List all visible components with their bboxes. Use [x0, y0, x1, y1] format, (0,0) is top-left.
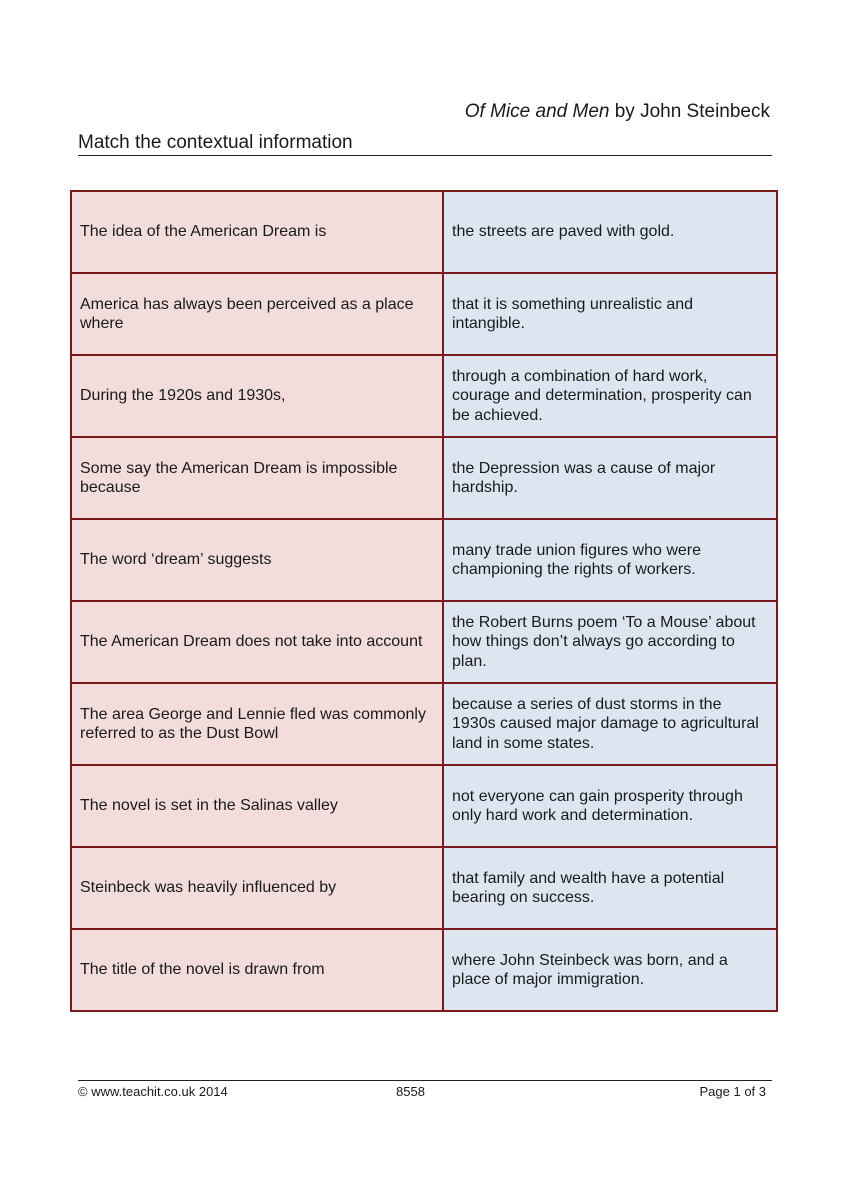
table-row	[71, 601, 777, 683]
table-row	[71, 191, 777, 273]
left-cell: The title of the novel is drawn from	[71, 929, 443, 1011]
left-cell: The idea of the American Dream is	[71, 191, 443, 273]
left-cell: Steinbeck was heavily influenced by	[71, 847, 443, 929]
left-cell: During the 1920s and 1930s,	[71, 355, 443, 437]
table-row	[71, 273, 777, 355]
table-row	[71, 355, 777, 437]
left-cell: America has always been perceived as a place where	[71, 273, 443, 355]
table-row	[71, 929, 777, 1011]
page-subtitle: Match the contextual information	[78, 132, 353, 153]
matching-table	[70, 190, 778, 1012]
document-title	[465, 100, 770, 124]
right-cell: that it is something unrealistic and intangible.	[443, 273, 777, 355]
left-cell: Some say the American Dream is impossible because	[71, 437, 443, 519]
table-row	[71, 437, 777, 519]
left-cell: The novel is set in the Salinas valley	[71, 765, 443, 847]
right-cell: the streets are paved with gold.	[443, 191, 777, 273]
left-cell: The area George and Lennie fled was commonly referred to as the Dust Bowl	[71, 683, 443, 765]
table-row	[71, 519, 777, 601]
subtitle-divider	[78, 155, 772, 156]
right-cell: the Robert Burns poem ‘To a Mouse’ about how things don’t always go according to plan.	[443, 601, 777, 683]
table-row	[71, 765, 777, 847]
right-cell: not everyone can gain prosperity through only hard work and determination.	[443, 765, 777, 847]
right-cell: the Depression was a cause of major hardship.	[443, 437, 777, 519]
left-cell: The word ‘dream’ suggests	[71, 519, 443, 601]
right-cell: that family and wealth have a potential bearing on success.	[443, 847, 777, 929]
footer-divider	[78, 1080, 772, 1081]
right-cell: where John Steinbeck was born, and a place of major immigration.	[443, 929, 777, 1011]
right-cell: through a combination of hard work, courage and determination, prosperity can be achieved.	[443, 355, 777, 437]
table-row	[71, 847, 777, 929]
right-cell: many trade union figures who were championing the rights of workers.	[443, 519, 777, 601]
footer-copyright: © www.teachit.co.uk 2014	[78, 1084, 228, 1099]
table-row	[71, 683, 777, 765]
book-title: Of Mice and Men	[464, 101, 610, 122]
footer-resource-code: 8558	[396, 1084, 425, 1099]
author-text: by John Steinbeck	[609, 101, 770, 122]
right-cell: because a series of dust storms in the 1930s caused major damage to agricultural land in some states.	[443, 683, 777, 765]
footer-page-number: Page 1 of 3	[699, 1084, 766, 1099]
left-cell: The American Dream does not take into account	[71, 601, 443, 683]
